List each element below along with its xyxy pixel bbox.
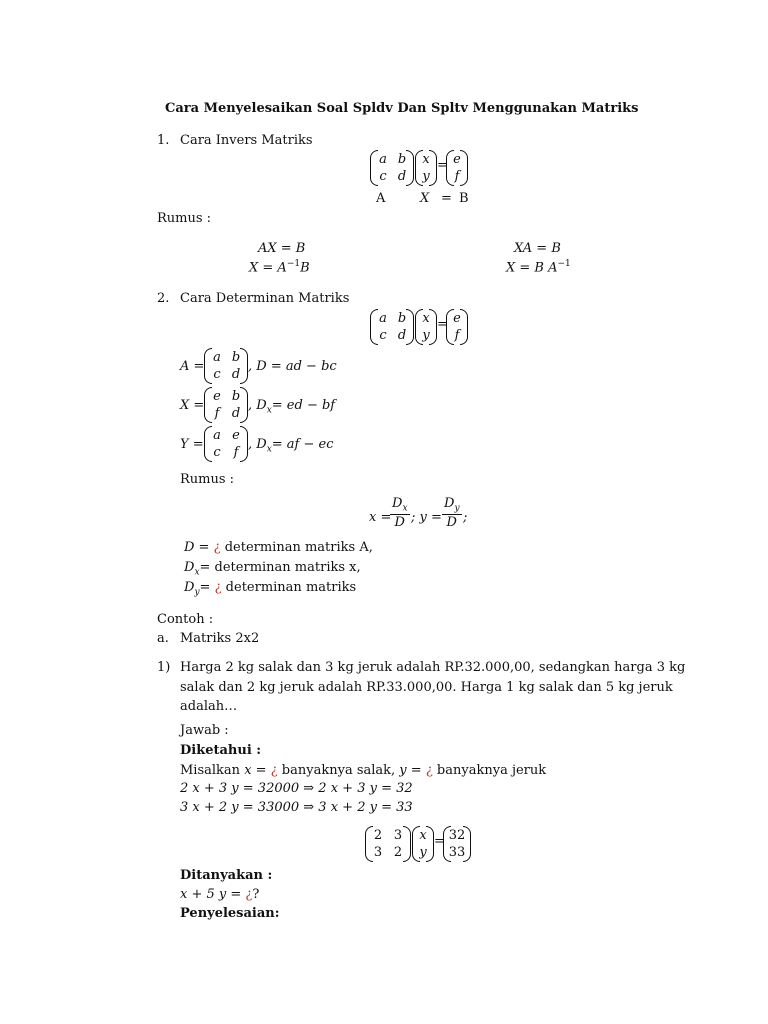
def-y-rhs: , $D_x=$ af − ec (248, 437, 334, 455)
section2-matrix-a: a b c d (370, 309, 414, 345)
section1-matrix-x: x y (415, 150, 437, 186)
question-number: 1) (157, 660, 171, 675)
label-equals: = (441, 191, 452, 206)
def-x-lhs: X = (180, 398, 205, 413)
section1-heading: Cara Invers Matriks (180, 133, 313, 148)
example-matrix-a: 2 3 3 2 (365, 826, 411, 862)
def-y-matrix: a e c f (204, 426, 248, 462)
def-x-rhs: , $D_x=$ ed − bf (248, 398, 336, 416)
formula-xa-b: XA = B (514, 241, 561, 256)
contoh-sub-number: a. (157, 631, 169, 646)
def-a-matrix: a b c d (204, 348, 248, 384)
section2-heading: Cara Determinan Matriks (180, 291, 350, 306)
def-y-lhs: Y = (180, 437, 204, 452)
misalkan-line: Misalkan x = ¿ banyaknya salak, y = ¿ banyaknya jeruk (180, 763, 547, 778)
contoh-label: Contoh : (157, 612, 214, 627)
section2-rumus: Rumus : (180, 472, 235, 487)
section2-number: 2. (157, 291, 170, 306)
document-title: Cara Menyelesaikan Soal Spldv Dan Spltv Menggunakan Matriks (165, 101, 639, 116)
def-x-matrix: e b f d (204, 387, 248, 423)
legend-d: D = ¿ determinan matriks A, (184, 540, 373, 555)
question-line-1: Harga 2 kg salak dan 3 kg jeruk adalah RP.32.000,00, sedangkan harga 3 kg (180, 660, 686, 675)
def-a-rhs: , D = ad − bc (248, 359, 337, 374)
formula-end: ; (463, 510, 468, 525)
def-a-lhs: A = (180, 359, 205, 374)
example-equals: = (434, 834, 445, 849)
formula-x-lhs: x = (369, 510, 392, 525)
diketahui-label: Diketahui : (180, 743, 262, 758)
ditanyakan-label: Ditanyakan : (180, 868, 273, 883)
section2-matrix-x: x y (415, 309, 437, 345)
question-line-2: salak dan 2 kg jeruk adalah RP.33.000,00. Harga 1 kg salak dan 5 kg jeruk (180, 680, 673, 695)
legend-dy: $D_y=$ ¿ determinan matriks (184, 580, 357, 598)
formula-ax-b: AX = B (258, 241, 306, 256)
formula-x-b-ainv: X = B $A^{-1}$ (506, 259, 571, 276)
section1-equals: = (437, 158, 448, 173)
formula-dx-fraction: $\frac{D_x}{D}$ (392, 496, 408, 530)
section1-number: 1. (157, 133, 170, 148)
section1-matrix-a: a b c d (370, 150, 414, 186)
label-a: A (376, 191, 386, 206)
section2-matrix-b: e f (446, 309, 468, 345)
formula-dy-fraction: $\frac{D_y}{D}$ (444, 496, 460, 530)
equation-1: 2 x + 3 y = 32000 ⇒ 2 x + 3 y = 32 (180, 781, 413, 796)
ask-line: x + 5 y = ¿? (180, 887, 260, 902)
formula-sep: ; y = (411, 510, 442, 525)
example-matrix-b: 32 33 (443, 826, 471, 862)
legend-dx: $D_x=$ determinan matriks x, (184, 560, 361, 578)
section1-matrix-b: e f (446, 150, 468, 186)
formula-x-ainv-b: $X = A^{-1}B$ (249, 259, 310, 276)
question-line-3: adalah… (180, 699, 238, 714)
example-matrix-x: x y (412, 826, 434, 862)
contoh-sub-text: Matriks 2x2 (180, 631, 260, 646)
label-b: B (459, 191, 469, 206)
section1-rumus: Rumus : (157, 211, 212, 226)
jawab-label: Jawab : (180, 723, 229, 738)
label-x: X (420, 191, 430, 206)
equation-2: 3 x + 2 y = 33000 ⇒ 3 x + 2 y = 33 (180, 800, 413, 815)
section2-equals: = (437, 317, 448, 332)
penyelesaian-label: Penyelesaian: (180, 906, 280, 921)
